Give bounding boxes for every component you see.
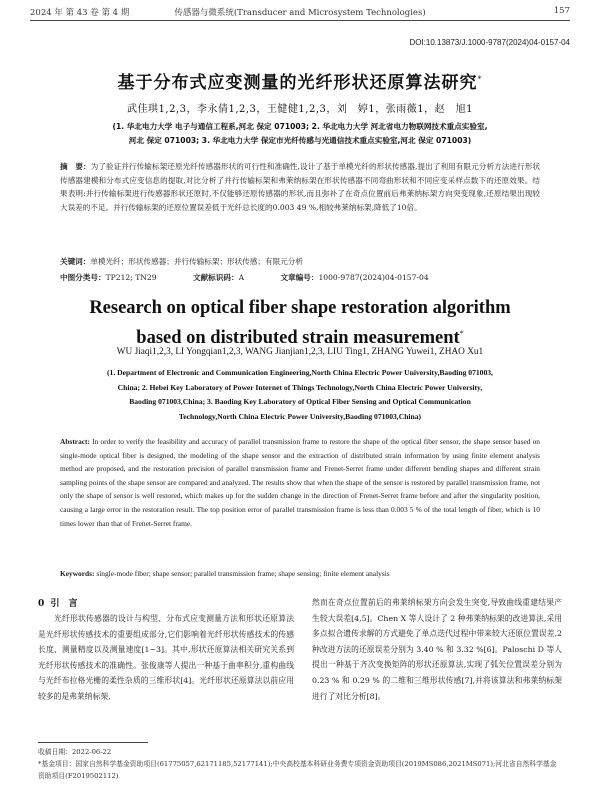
english-title-line: Research on optical fiber shape restoration algorithm	[89, 298, 511, 318]
footnote	[38, 746, 562, 782]
section-number: 0	[38, 599, 45, 609]
page-number: 157	[553, 6, 570, 16]
english-abstract-label: Abstract:	[60, 437, 90, 446]
english-abstract-text: In order to verify the feasibility and accuracy of parallel transmission frame to restore the shape of the optical fiber sensor, the shape sensor based on single-mode optical fiber is designed, the modeling of the shape sensor and the extraction of distributed strain information by using finite element analysis method are proposed, and the restoration precision of parallel transmission frame and Frenet-Serret frame under different bending shapes and different strain sampling points of the shape sensor are compared and analyzed. The results show that when the shape of the sensor is restored by parallel transmission frame, not only the shape of sensor is well restored, which makes up for the sudden change in the direction of Frenet-Serret frame before and after the singularity position, causing a large error in the restoration result. The top position error of parallel transmission frame is less than 0.003 5 % of the total length of fiber, which is 10 times lower than that of Frenet-Serret frame.	[60, 437, 540, 528]
chinese-keywords	[60, 256, 540, 268]
chinese-abstract-label: 摘 要：	[60, 162, 91, 171]
footnote-rule	[38, 742, 148, 743]
chinese-affiliation-line: 河北 保定 071003; 3. 华北电力大学 保定市光纤传感与光通信技术重点实验室,河北 保定 071003)	[128, 136, 472, 145]
english-title-mark: *	[459, 329, 464, 338]
chinese-keywords-text: 单模光纤；形状传感器；并行传输标架；形状传感；有限元分析	[90, 257, 303, 266]
chinese-title	[30, 68, 570, 93]
article-id: 文章编号：1000-9787(2024)04-0157-04	[280, 273, 429, 282]
doi: DOI:10.13873/J.1000-9787(2024)04-0157-04	[409, 38, 570, 47]
body-column-left: 光纤形状传感器的设计与构型、分布式应变测量方法和形状还原算法是光纤形状传感技术的重要组成部分,它们影响着光纤形状传感技术的传感长度、测量精度以及测量速度[1~3]。其中,形状还原算法相关研究关系到光纤形状传感技术的准确性。张俊康等人提出一种基于曲率积分,重构曲线与光纤布拉格光栅的柔性杂质的三维形状[4]。光纤形状还原算法以前应用较多的是弗莱纳标架,	[38, 614, 294, 701]
chinese-affiliations	[46, 120, 554, 148]
english-affiliation-line: (1. Department of Electronic and Communication Engineering,North China Electric Power University,Baoding 071003,	[107, 368, 493, 377]
header-rule	[30, 20, 570, 21]
received-date: 收稿日期：2022-06-22	[38, 748, 112, 756]
chinese-abstract	[60, 160, 540, 214]
english-abstract	[60, 435, 540, 530]
clc-number: 中图分类号：TP212; TN29	[60, 273, 157, 282]
english-keywords	[60, 568, 540, 580]
english-affiliation-line: China; 2. Hebei Key Laboratory of Power Internet of Things Technology,North China Electric Power University,	[117, 382, 483, 392]
english-title-line2: based on distributed strain measurement*	[136, 328, 464, 349]
journal-name: 传感器与微系统(Transducer and Microsystem Technologies)	[174, 8, 426, 18]
fund-info: *基金项目：国家自然科学基金资助项目(61775057,62171185,52177141);中央高校基本科研业务费专项资金资助项目(2019MS086,2021MS071);河北省自然科学基金资助项目(F2019502112)	[38, 760, 557, 780]
english-affiliations	[40, 366, 560, 424]
document-code: 文献标识码：A	[193, 273, 245, 282]
chinese-keywords-label: 关键词：	[60, 257, 91, 266]
section-heading	[38, 596, 78, 609]
english-affiliation-line: Baoding 071003,China; 3. Baoding Key Laboratory of Optical Fiber Sensing and Optical Communication	[129, 397, 471, 406]
english-affiliation-line: Technology,North China Electric Power University,Baoding 071003,China)	[178, 411, 422, 421]
english-keywords-text: single-mode fiber; shape sensor; parallel transmission frame; shape sensing; finite element analysis	[96, 569, 390, 578]
english-authors: WU Jiaqi1,2,3, LI Yongqian1,2,3, WANG Jianjian1,2,3, LIU Ting1, ZHANG Yuwei1, ZHAO Xu1	[116, 347, 484, 357]
chinese-title-text: 基于分布式应变测量的光纤形状还原算法研究	[117, 73, 478, 93]
english-title	[30, 296, 570, 351]
body-column-right: 然而在奇点位置前后的弗莱纳标架方向会发生突变,导致曲线重建结果产生较大误差[4,5]。Chen X 等人设计了 2 种弗莱纳标架的改进算法,采用多点拟合遗传求解的方式避免了单点迭代过程中带来较大还原位置误差,2 种改进方法的还原误差分别为 3.40 % 和 3.32 %[6]。Paloschi D 等人提出一种基于齐次变换矩阵的形状还原算法,实现了弧矢位置误差分别为 0.23 % 和 0.29 % 的二维和三维形状传感[7],并将该算法和弗莱纳标架进行了对比分析[8]。	[312, 598, 562, 701]
chinese-affiliation-line: (1. 华北电力大学 电子与通信工程系,河北 保定 071003; 2. 华北电力大学 河北省电力物联网技术重点实验室,	[112, 122, 488, 131]
chinese-title-mark: *	[477, 74, 483, 84]
issue-info: 2024 年 第 43 卷 第 4 期	[30, 8, 130, 18]
section-title: 引 言	[50, 599, 78, 609]
running-header	[30, 4, 570, 20]
chinese-abstract-text: 为了验证并行传输标架还原光纤传感器形状的可行性和准确性,设计了基于单模光纤的形状传感器,提出了利用有限元分析方法进行形状传感器建模和分布式应变信息的提取,对比分析了并行传输标架和弗莱纳标架在形状传感器不同弯曲形状和不同应变采样点数下的还原效果。结果表明:并行传输标架进行传感器形状还原时,不仅能够还原传感器的形状,而且弥补了在奇点位置前后弗莱纳标架方向突变现象,还原结果出现较大误差的不足。并行传输标架的还原位置误差低于光纤总长度的0.003 49 %,相较弗莱纳标架,降低了10倍。	[60, 162, 540, 212]
chinese-authors: 武佳琪1,2,3，李永倩1,2,3，王健健1,2,3，刘 婷1，张雨薇1，赵 旭1	[127, 104, 473, 115]
english-keywords-label: Keywords:	[60, 569, 95, 578]
classification-info	[60, 272, 540, 284]
